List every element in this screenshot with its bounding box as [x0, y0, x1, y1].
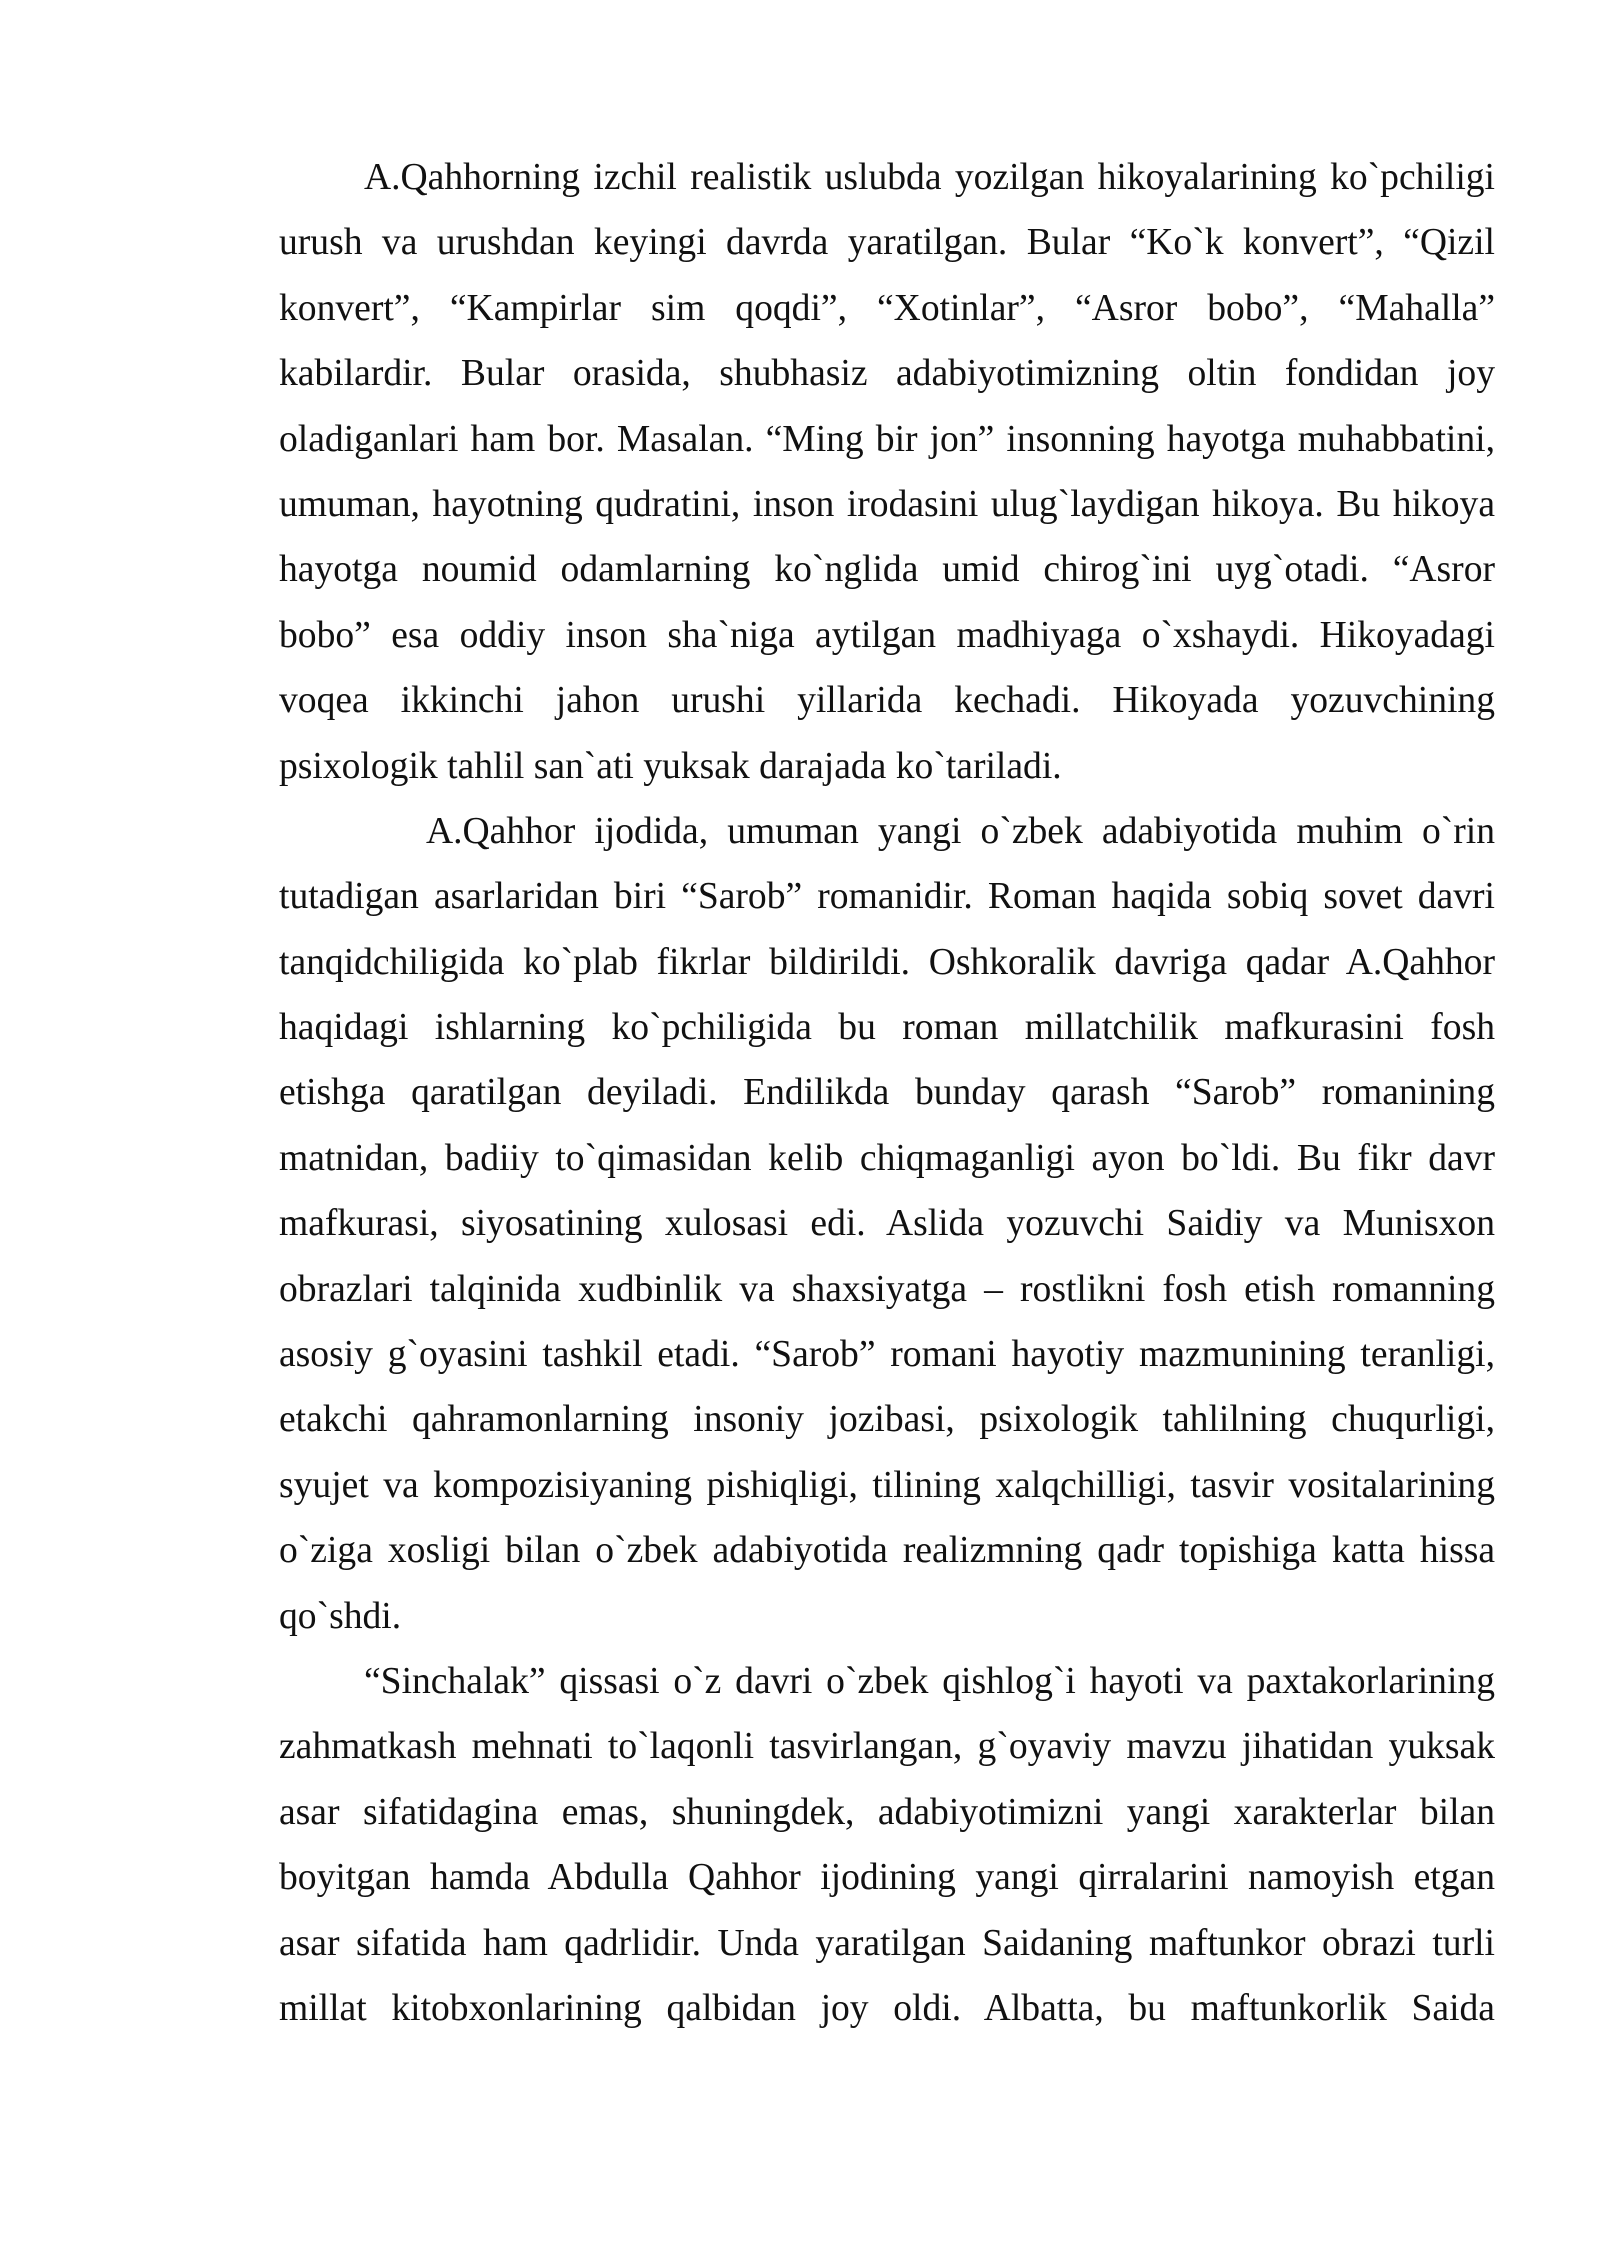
paragraph-3: [279, 1649, 1495, 2041]
paragraph-2: [279, 799, 1495, 1649]
text-line: syujet va kompozisiyaning pishiqligi, tilining xalqchilligi, tasvir vositalarining: [279, 1464, 1495, 1506]
text-line: tanqidchiligida ko`plab fikrlar bildirildi. Oshkoralik davriga qadar A.Qahhor: [279, 941, 1495, 983]
text-line: A.Qahhor ijodida, umuman yangi o`zbek adabiyotida muhim o`rin: [426, 810, 1495, 852]
text-line: asosiy g`oyasini tashkil etadi. “Sarob” romani hayotiy mazmunining teranligi,: [279, 1334, 1495, 1376]
text-line: boyitgan hamda Abdulla Qahhor ijodining yangi qirralarini namoyish etgan: [279, 1857, 1495, 1899]
text-line: mafkurasi, siyosatining xulosasi edi. Aslida yozuvchi Saidiy va Munisxon: [279, 1203, 1495, 1245]
text-line: A.Qahhorning izchil realistik uslubda yozilgan hikoyalarining ko`pchiligi: [364, 157, 1495, 198]
text-line: etakchi qahramonlarning insoniy jozibasi, psixologik tahlilning chuqurligi,: [279, 1399, 1495, 1441]
text-line: oladiganlari ham bor. Masalan. “Ming bir jon” insonning hayotga muhabbatini,: [279, 418, 1495, 460]
text-line: asar sifatidagina emas, shuningdek, adabiyotimizni yangi xarakterlar bilan: [279, 1791, 1495, 1833]
text-line: bobo” esa oddiy inson sha`niga aytilgan madhiyaga o`xshaydi. Hikoyadagi: [279, 614, 1495, 656]
text-line: voqea ikkinchi jahon urushi yillarida kechadi. Hikoyada yozuvchining: [279, 680, 1495, 722]
text-line: konvert”, “Kampirlar sim qoqdi”, “Xotinlar”, “Asror bobo”, “Mahalla”: [279, 287, 1495, 329]
text-line: obrazlari talqinida xudbinlik va shaxsiyatga – rostlikni fosh etish romanning: [279, 1268, 1495, 1310]
text-line: matnidan, badiiy to`qimasidan kelib chiqmaganligi ayon bo`ldi. Bu fikr davr: [279, 1137, 1495, 1179]
body-text: [279, 145, 1495, 2041]
text-line: o`ziga xosligi bilan o`zbek adabiyotida realizmning qadr topishiga katta hissa: [279, 1530, 1495, 1572]
text-line: umuman, hayotning qudratini, inson irodasini ulug`laydigan hikoya. Bu hikoya: [279, 483, 1495, 525]
text-line: hayotga noumid odamlarning ko`nglida umid chirog`ini uyg`otadi. “Asror: [279, 549, 1495, 591]
text-line: zahmatkash mehnati to`laqonli tasvirlangan, g`oyaviy mavzu jihatidan yuksak: [279, 1726, 1495, 1768]
text-line: kabilardir. Bular orasida, shubhasiz adabiyotimizning oltin fondidan joy: [279, 353, 1495, 395]
text-line: urush va urushdan keyingi davrda yaratilgan. Bular “Ko`k konvert”, “Qizil: [279, 222, 1495, 264]
text-line: etishga qaratilgan deyiladi. Endilikda bunday qarash “Sarob” romanining: [279, 1072, 1495, 1114]
text-line: asar sifatida ham qadrlidir. Unda yaratilgan Saidaning maftunkor obrazi turli: [279, 1922, 1495, 1964]
text-line: haqidagi ishlarning ko`pchiligida bu roman millatchilik mafkurasini fosh: [279, 1007, 1495, 1049]
text-line: millat kitobxonlarining qalbidan joy oldi. Albatta, bu maftunkorlik Saida: [279, 1987, 1495, 2029]
text-line: “Sinchalak” qissasi o`z davri o`zbek qishlog`i hayoti va paxtakorlarining: [364, 1660, 1495, 1702]
text-line: qo`shdi.: [279, 1595, 402, 1637]
text-line: psixologik tahlil san`ati yuksak darajada ko`tariladi.: [279, 745, 1062, 787]
paragraph-1: [279, 145, 1495, 799]
text-line: tutadigan asarlaridan biri “Sarob” romanidir. Roman haqida sobiq sovet davri: [279, 876, 1495, 918]
